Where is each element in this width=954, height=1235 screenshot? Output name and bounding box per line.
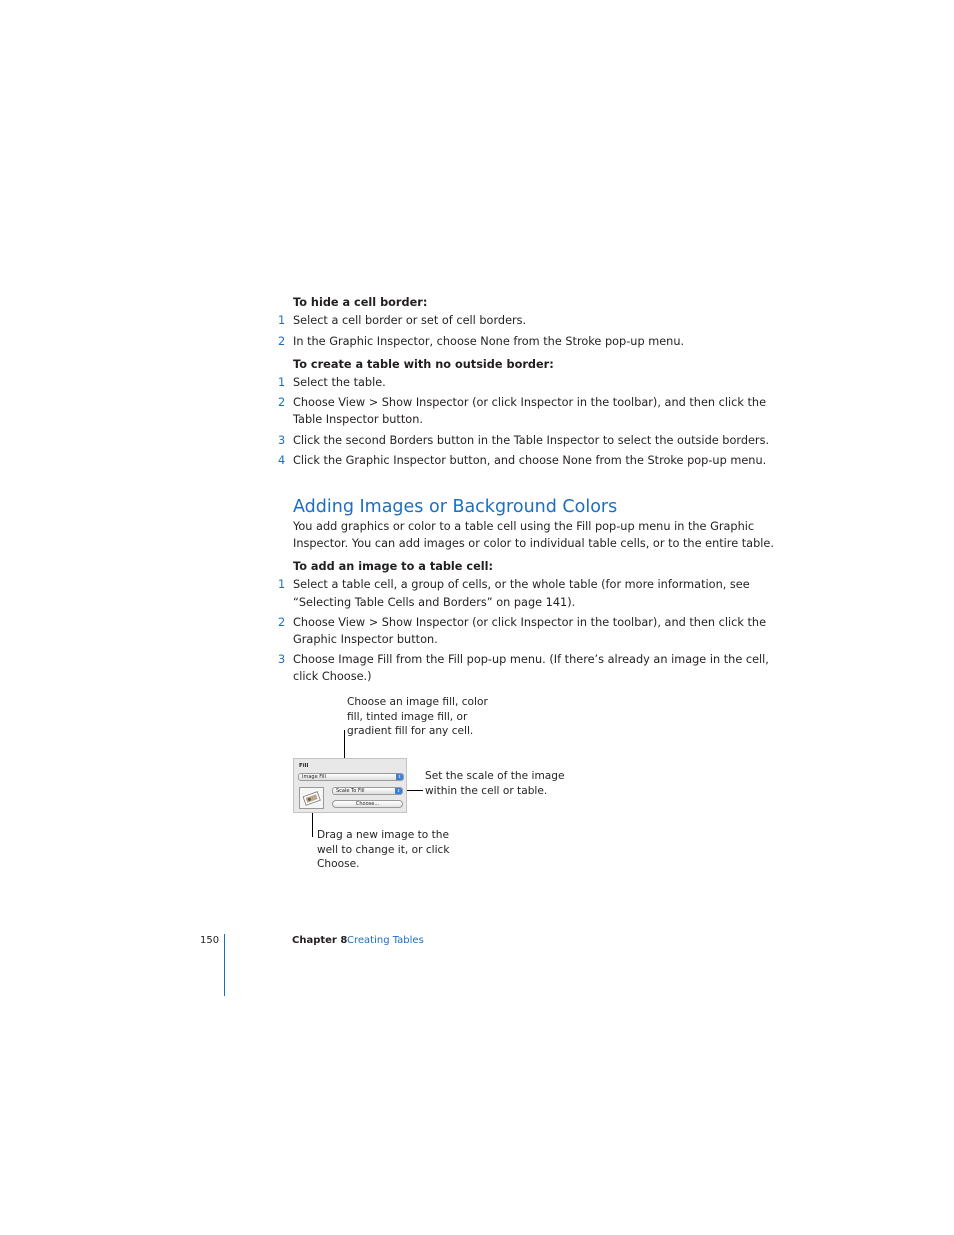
callout-scale-menu — [425, 769, 565, 798]
step-text: In the Graphic Inspector, choose None from the Stroke pop-up menu. — [293, 335, 685, 348]
procedure-title: To add an image to a table cell: — [293, 560, 494, 573]
step-text: Choose Image Fill from the Fill pop-up menu. (If there’s already an image in the cell, — [293, 653, 769, 666]
step-text: Select a cell border or set of cell borders. — [293, 314, 527, 327]
callout-line: gradient fill for any cell. — [347, 725, 474, 738]
section-heading: Adding Images or Background Colors — [293, 497, 618, 517]
step-number: 3 — [278, 653, 286, 666]
scale-value: Scale To Fill — [336, 788, 365, 794]
callout-image-well — [317, 828, 450, 872]
step-text: Choose View > Show Inspector (or click Inspector in the toolbar), and then click the — [293, 396, 767, 409]
callout-leader-line — [312, 810, 313, 837]
step-number: 3 — [278, 434, 286, 447]
fill-label: Fill — [299, 763, 309, 769]
section-intro: Inspector. You can add images or color to individual table cells, or to the entire table. — [293, 537, 774, 550]
callout-line: Drag a new image to the — [317, 829, 449, 841]
chapter-label: Chapter 8 — [292, 935, 348, 946]
callout-line: within the cell or table. — [425, 784, 548, 797]
step-text: Table Inspector button. — [293, 413, 423, 426]
callout-line: Choose. — [317, 858, 360, 871]
choose-button[interactable]: Choose... — [332, 800, 403, 808]
footer-rule — [224, 934, 225, 996]
step-number: 1 — [278, 578, 286, 591]
fill-type-popup[interactable] — [298, 773, 404, 781]
step-text: Select the table. — [293, 376, 386, 389]
step-text: Click the second Borders button in the Table Inspector to select the outside borders. — [293, 434, 770, 447]
procedure-title: To create a table with no outside border: — [293, 358, 554, 371]
image-well[interactable] — [299, 787, 324, 809]
callout-line: Set the scale of the image — [425, 770, 565, 782]
callout-line: Choose an image fill, color — [347, 696, 488, 708]
step-number: 1 — [278, 376, 286, 389]
step-number: 4 — [278, 454, 286, 467]
popup-arrows-icon: ⇕ — [397, 774, 402, 779]
step-number: 1 — [278, 314, 286, 327]
step-text: “Selecting Table Cells and Borders” on page 141). — [293, 596, 576, 609]
callout-line: fill, tinted image fill, or — [347, 710, 468, 723]
section-intro: You add graphics or color to a table cell using the Fill pop-up menu in the Graphic — [293, 520, 755, 533]
step-text: Select a table cell, a group of cells, or the whole table (for more information, see — [293, 578, 750, 591]
fill-type-value: Image Fill — [302, 774, 326, 780]
callout-fill-menu — [347, 695, 488, 739]
procedure-title: To hide a cell border: — [293, 296, 428, 309]
chapter-title: Creating Tables — [347, 935, 424, 946]
step-number: 2 — [278, 396, 286, 409]
callout-line: well to change it, or click — [317, 843, 450, 856]
step-number: 2 — [278, 616, 286, 629]
step-text: Choose View > Show Inspector (or click Inspector in the toolbar), and then click the — [293, 616, 767, 629]
step-text: click Choose.) — [293, 670, 372, 683]
step-text: Click the Graphic Inspector button, and choose None from the Stroke pop-up menu. — [293, 454, 767, 467]
popup-arrows-icon: ⇕ — [396, 788, 401, 793]
step-text: Graphic Inspector button. — [293, 633, 438, 646]
fill-inspector-panel — [293, 758, 407, 813]
scale-popup[interactable] — [332, 787, 403, 795]
step-number: 2 — [278, 335, 286, 348]
page-number: 150 — [200, 935, 220, 946]
image-thumbnail-icon — [300, 788, 323, 808]
